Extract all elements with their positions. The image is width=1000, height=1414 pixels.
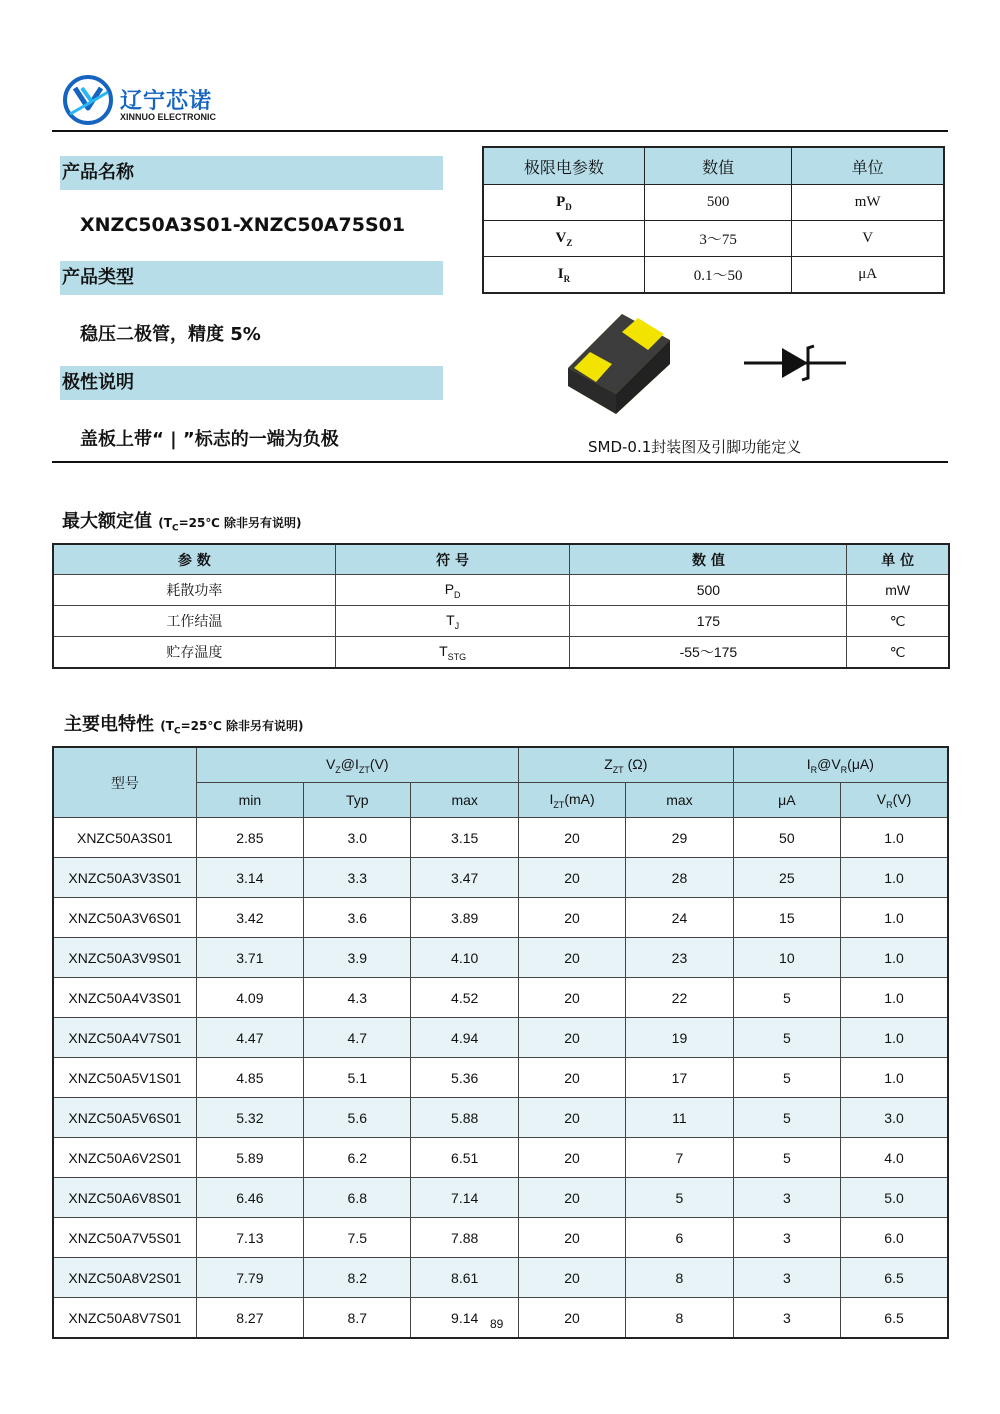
section-divider	[52, 461, 948, 463]
izt-cell: 20	[518, 1018, 625, 1058]
ir-cell: 3	[733, 1178, 840, 1218]
product-name-label: 产品名称	[60, 156, 443, 190]
vz-max-cell: 7.14	[411, 1178, 518, 1218]
max-row	[53, 575, 949, 606]
vr-cell: 1.0	[841, 1058, 948, 1098]
vr-cell: 6.5	[841, 1298, 948, 1339]
limit-symbol: $P_D$	[483, 185, 644, 221]
vr-cell: 6.0	[841, 1218, 948, 1258]
product-type-label: 产品类型	[60, 261, 443, 295]
zzt-max-cell: 8	[626, 1298, 733, 1339]
limit-unit: V	[792, 221, 944, 257]
model-cell: XNZC50A5V6S01	[53, 1098, 196, 1138]
model-cell: XNZC50A4V7S01	[53, 1018, 196, 1058]
vz-typ-cell: 4.3	[304, 978, 411, 1018]
model-cell: XNZC50A5V1S01	[53, 1058, 196, 1098]
vr-cell: 1.0	[841, 858, 948, 898]
vz-min-cell: 3.71	[196, 938, 303, 978]
vz-max-cell: 3.89	[411, 898, 518, 938]
vz-max-cell: 6.51	[411, 1138, 518, 1178]
max-value: 175	[570, 606, 847, 637]
zzt-group-header: $Z_{ZT}$ (Ω)	[518, 747, 733, 783]
vr-cell: 3.0	[841, 1098, 948, 1138]
vz-max-header: max	[411, 783, 518, 818]
max-header-symbol: 符 号	[335, 544, 570, 575]
vz-min-cell: 7.13	[196, 1218, 303, 1258]
ir-cell: 3	[733, 1218, 840, 1258]
vz-typ-header: Typ	[304, 783, 411, 818]
header-divider	[52, 130, 948, 132]
zzt-max-cell: 29	[626, 818, 733, 858]
logo-text-cn: 辽宁芯诺	[120, 89, 213, 114]
vr-cell: 5.0	[841, 1178, 948, 1218]
polarity-value: 盖板上带“ | ”标志的一端为负极	[80, 429, 339, 450]
limit-parameters-table	[482, 146, 945, 294]
vr-cell: 6.5	[841, 1258, 948, 1298]
model-cell: XNZC50A7V5S01	[53, 1218, 196, 1258]
izt-cell: 20	[518, 1298, 625, 1339]
smd-package-image	[560, 306, 680, 416]
izt-cell: 20	[518, 818, 625, 858]
vz-min-cell: 5.89	[196, 1138, 303, 1178]
model-cell: XNZC50A3V3S01	[53, 858, 196, 898]
zzt-max-cell: 28	[626, 858, 733, 898]
product-type-value: 稳压二极管，精度 5%	[80, 324, 261, 345]
ir-cell: 5	[733, 1018, 840, 1058]
vz-group-header: $V_Z@I_{ZT}(V)$	[196, 747, 518, 783]
vz-typ-cell: 6.2	[304, 1138, 411, 1178]
ir-cell: 15	[733, 898, 840, 938]
electrical-title: 主要电特性 ($T_C=25℃$ 除非另有说明)	[64, 714, 304, 737]
table-row	[53, 938, 948, 978]
table-row	[53, 978, 948, 1018]
zzt-max-cell: 8	[626, 1258, 733, 1298]
limit-header-value: 数值	[644, 147, 792, 185]
page-number: 89	[490, 1317, 504, 1331]
vz-typ-cell: 7.5	[304, 1218, 411, 1258]
table-row	[53, 1258, 948, 1298]
vz-min-cell: 8.27	[196, 1298, 303, 1339]
ir-cell: 5	[733, 1138, 840, 1178]
izt-cell: 20	[518, 1178, 625, 1218]
table-row	[53, 1058, 948, 1098]
limit-row	[483, 185, 944, 221]
model-cell: XNZC50A4V3S01	[53, 978, 196, 1018]
ir-cell: 50	[733, 818, 840, 858]
max-value: 500	[570, 575, 847, 606]
table-row	[53, 1018, 948, 1058]
max-symbol: $T_J$	[335, 606, 570, 637]
vz-max-cell: 7.88	[411, 1218, 518, 1258]
vz-min-cell: 3.42	[196, 898, 303, 938]
limit-symbol: $I_R$	[483, 257, 644, 294]
vz-typ-cell: 3.9	[304, 938, 411, 978]
limit-value: 500	[644, 185, 792, 221]
vr-cell: 1.0	[841, 898, 948, 938]
max-symbol: $P_D$	[335, 575, 570, 606]
vz-typ-cell: 3.0	[304, 818, 411, 858]
ir-cell: 5	[733, 978, 840, 1018]
model-cell: XNZC50A3V9S01	[53, 938, 196, 978]
ir-ua-header: μA	[733, 783, 840, 818]
table-row	[53, 1138, 948, 1178]
izt-cell: 20	[518, 1098, 625, 1138]
ir-cell: 5	[733, 1098, 840, 1138]
vz-typ-cell: 3.6	[304, 898, 411, 938]
vz-typ-cell: 3.3	[304, 858, 411, 898]
package-caption: SMD-0.1封装图及引脚功能定义	[588, 438, 802, 456]
vz-max-cell: 4.10	[411, 938, 518, 978]
max-ratings-title: 最大额定值 ($T_C=25℃$ 除非另有说明)	[62, 511, 302, 534]
company-logo	[62, 74, 114, 126]
max-header-param: 参 数	[53, 544, 335, 575]
vz-typ-cell: 8.2	[304, 1258, 411, 1298]
table-row	[53, 1178, 948, 1218]
vz-max-cell: 5.88	[411, 1098, 518, 1138]
ir-cell: 3	[733, 1258, 840, 1298]
max-row	[53, 637, 949, 669]
vz-max-cell: 5.36	[411, 1058, 518, 1098]
model-cell: XNZC50A3V6S01	[53, 898, 196, 938]
limit-row	[483, 221, 944, 257]
max-header-unit: 单 位	[847, 544, 949, 575]
max-unit: ℃	[847, 637, 949, 669]
table-row	[53, 898, 948, 938]
limit-symbol: $V_Z$	[483, 221, 644, 257]
vr-cell: 4.0	[841, 1138, 948, 1178]
model-cell: XNZC50A8V2S01	[53, 1258, 196, 1298]
ir-group-header: $I_R@V_R(\mu A)$	[733, 747, 948, 783]
model-cell: XNZC50A3S01	[53, 818, 196, 858]
electrical-characteristics-table	[52, 746, 949, 1339]
diode-symbol-icon	[742, 340, 848, 386]
vr-header: $V_R(V)$	[841, 783, 948, 818]
izt-cell: 20	[518, 898, 625, 938]
limit-value: 3～75	[644, 221, 792, 257]
max-value: -55～175	[570, 637, 847, 669]
vz-min-cell: 7.79	[196, 1258, 303, 1298]
model-cell: XNZC50A6V2S01	[53, 1138, 196, 1178]
vz-min-header: min	[196, 783, 303, 818]
vz-max-cell: 8.61	[411, 1258, 518, 1298]
table-row	[53, 1098, 948, 1138]
max-unit: mW	[847, 575, 949, 606]
vz-max-cell: 3.47	[411, 858, 518, 898]
vz-min-cell: 5.32	[196, 1098, 303, 1138]
vz-typ-cell: 5.6	[304, 1098, 411, 1138]
izt-cell: 20	[518, 1218, 625, 1258]
zzt-max-cell: 17	[626, 1058, 733, 1098]
vz-min-cell: 6.46	[196, 1178, 303, 1218]
max-unit: ℃	[847, 606, 949, 637]
max-param: 工作结温	[53, 606, 335, 637]
limit-value: 0.1～50	[644, 257, 792, 294]
zzt-max-cell: 19	[626, 1018, 733, 1058]
zzt-max-cell: 7	[626, 1138, 733, 1178]
max-symbol: $T_{STG}$	[335, 637, 570, 669]
vr-cell: 1.0	[841, 1018, 948, 1058]
zzt-max-cell: 23	[626, 938, 733, 978]
zzt-max-cell: 5	[626, 1178, 733, 1218]
vz-typ-cell: 4.7	[304, 1018, 411, 1058]
izt-cell: 20	[518, 978, 625, 1018]
polarity-label: 极性说明	[60, 366, 443, 400]
logo-text-en: XINNUO ELECTRONIC	[120, 112, 217, 122]
max-param: 耗散功率	[53, 575, 335, 606]
table-row	[53, 1218, 948, 1258]
vz-min-cell: 2.85	[196, 818, 303, 858]
vz-max-cell: 4.52	[411, 978, 518, 1018]
model-cell: XNZC50A8V7S01	[53, 1298, 196, 1339]
vz-max-cell: 4.94	[411, 1018, 518, 1058]
izt-cell: 20	[518, 1258, 625, 1298]
vz-max-cell: 9.14	[411, 1298, 518, 1339]
vr-cell: 1.0	[841, 938, 948, 978]
izt-cell: 20	[518, 1058, 625, 1098]
zzt-max-header: max	[626, 783, 733, 818]
vz-min-cell: 3.14	[196, 858, 303, 898]
izt-header: $I_{ZT}(mA)$	[518, 783, 625, 818]
vz-max-cell: 3.15	[411, 818, 518, 858]
model-header: 型号	[53, 747, 196, 818]
izt-cell: 20	[518, 938, 625, 978]
vz-min-cell: 4.09	[196, 978, 303, 1018]
ir-cell: 3	[733, 1298, 840, 1339]
limit-row	[483, 257, 944, 294]
max-param: 贮存温度	[53, 637, 335, 669]
table-row	[53, 818, 948, 858]
max-row	[53, 606, 949, 637]
limit-unit: μA	[792, 257, 944, 294]
ir-cell: 10	[733, 938, 840, 978]
vz-min-cell: 4.85	[196, 1058, 303, 1098]
zzt-max-cell: 6	[626, 1218, 733, 1258]
izt-cell: 20	[518, 858, 625, 898]
vz-typ-cell: 6.8	[304, 1178, 411, 1218]
product-name-value: XNZC50A3S01-XNZC50A75S01	[80, 214, 406, 236]
zzt-max-cell: 22	[626, 978, 733, 1018]
izt-cell: 20	[518, 1138, 625, 1178]
model-cell: XNZC50A6V8S01	[53, 1178, 196, 1218]
vr-cell: 1.0	[841, 818, 948, 858]
table-row	[53, 858, 948, 898]
vz-typ-cell: 8.7	[304, 1298, 411, 1339]
limit-header-unit: 单位	[792, 147, 944, 185]
max-header-value: 数 值	[570, 544, 847, 575]
vr-cell: 1.0	[841, 978, 948, 1018]
limit-header-param: 极限电参数	[483, 147, 644, 185]
max-ratings-table	[52, 543, 950, 669]
ir-cell: 25	[733, 858, 840, 898]
vz-min-cell: 4.47	[196, 1018, 303, 1058]
zzt-max-cell: 11	[626, 1098, 733, 1138]
vz-typ-cell: 5.1	[304, 1058, 411, 1098]
limit-unit: mW	[792, 185, 944, 221]
ir-cell: 5	[733, 1058, 840, 1098]
zzt-max-cell: 24	[626, 898, 733, 938]
